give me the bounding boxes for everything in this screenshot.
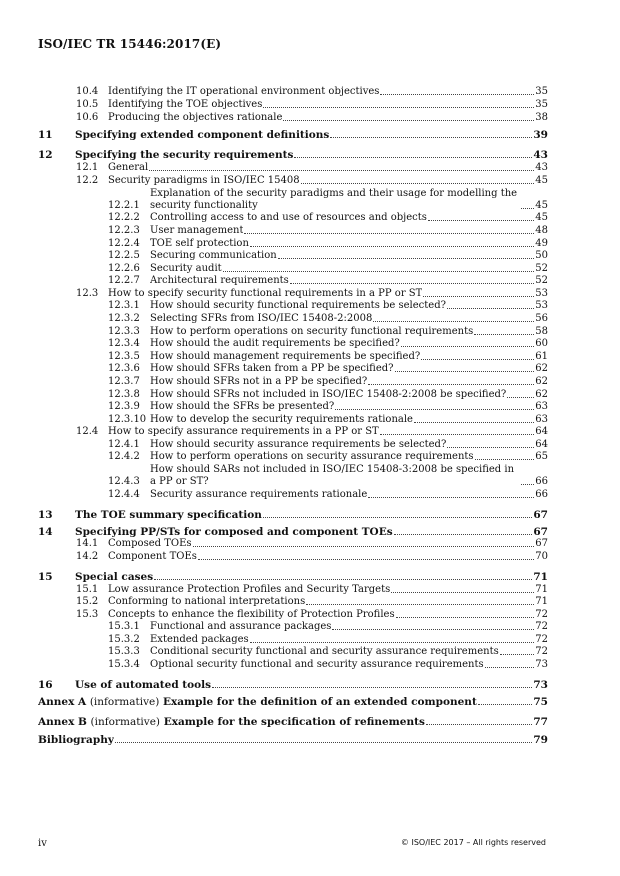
toc-entry-title: Security paradigms in ISO/IEC 15408: [108, 175, 300, 186]
toc-entry-number: 15.3.4: [108, 659, 140, 670]
toc-entry[interactable]: [108, 451, 548, 463]
toc-entry-number: 14: [38, 526, 53, 538]
toc-entry-title: How should SFRs not included in ISO/IEC 15408-2:2008 be specified?: [150, 389, 507, 400]
toc-entry-title: Composed TOEs: [108, 538, 192, 549]
toc-entry-number: 12.3.6: [108, 363, 140, 374]
dot-leader: [396, 616, 535, 618]
toc-entry-title: Concepts to enhance the flexibility of Protection Profiles: [108, 609, 395, 620]
dot-leader: [115, 741, 532, 743]
toc-entry-number: 12.2: [76, 175, 99, 186]
dot-leader: [330, 136, 532, 138]
toc-entry-number: 13: [38, 509, 53, 521]
dot-leader: [301, 182, 535, 184]
toc-entry-number: 12.3.10: [108, 414, 147, 425]
toc-entry-title: Controlling access to and use of resources and objects: [150, 212, 427, 223]
toc-entry-page: 67: [535, 538, 548, 549]
toc-entry-page: 43: [533, 149, 548, 161]
dot-leader: [373, 320, 534, 322]
toc-entry-number: 12.4.1: [108, 439, 140, 450]
dot-leader: [521, 207, 534, 209]
toc-entry-number: 10.6: [76, 112, 99, 123]
annex-informative-note: (informative): [90, 716, 161, 728]
toc-entry-number: 12.1: [76, 162, 99, 173]
dot-leader: [507, 396, 534, 398]
toc-entry-page: 67: [533, 509, 548, 521]
toc-entry[interactable]: [108, 313, 548, 325]
dot-leader: [380, 93, 534, 95]
toc-entry-page: 73: [533, 679, 548, 691]
dot-leader: [426, 723, 533, 725]
toc-entry[interactable]: [108, 389, 548, 401]
toc-entry-title: How should security functional requirements be selected?: [150, 300, 446, 311]
toc-entry[interactable]: [76, 99, 548, 111]
toc-entry-title: Securing communication: [150, 250, 277, 261]
dot-leader: [394, 533, 533, 535]
dot-leader: [447, 446, 534, 448]
toc-entry[interactable]: [108, 659, 548, 671]
toc-entry-page: 67: [533, 526, 548, 538]
toc-entry-title: How to perform operations on security functional requirements: [150, 326, 474, 337]
toc-entry-title: Security assurance requirements rationale: [150, 489, 368, 500]
dot-leader: [212, 686, 532, 688]
toc-entry-page: 52: [535, 263, 548, 274]
toc-entry-title: General: [108, 162, 149, 173]
toc-entry-title: The TOE summary specification: [75, 509, 262, 521]
dot-leader: [478, 703, 533, 705]
toc-entry-title: How should the audit requirements be specified?: [150, 338, 400, 349]
toc-entry[interactable]: [76, 288, 548, 300]
toc-entry[interactable]: [108, 489, 548, 501]
toc-entry-page: 72: [535, 634, 548, 645]
toc-entry-page: 45: [535, 212, 548, 223]
dot-leader: [294, 156, 532, 158]
toc-entry-number: 11: [38, 129, 53, 141]
toc-entry-title: How should SFRs not in a PP be specified?: [150, 376, 368, 387]
dot-leader: [278, 257, 535, 259]
toc-entry[interactable]: [76, 551, 548, 563]
toc-entry-number: 12.4: [76, 426, 99, 437]
toc-entry-number: 12.2.7: [108, 275, 140, 286]
toc-entry-title: Conditional security functional and security assurance requirements: [150, 646, 499, 657]
toc-entry-page: 53: [535, 288, 548, 299]
toc-entry-title: How should the SFRs be presented?: [150, 401, 335, 412]
toc-entry-number: 12.2.5: [108, 250, 140, 261]
toc-entry-page: 75: [533, 696, 548, 708]
toc-entry-title: Explanation of the security paradigms and their usage for modelling the security functionality: [150, 188, 518, 211]
toc-entry-title: Identifying the TOE objectives: [108, 99, 263, 110]
toc-entry-number: 15: [38, 571, 53, 583]
toc-entry-number: 12.3.5: [108, 351, 140, 362]
toc-entry-number: 12.3.7: [108, 376, 140, 387]
toc-entry-title: Bibliography: [38, 734, 114, 746]
toc-entry[interactable]: [108, 188, 548, 212]
toc-entry[interactable]: [108, 646, 548, 658]
toc-entry-number: 12.2.6: [108, 263, 140, 274]
dot-leader: [474, 333, 534, 335]
dot-leader: [391, 591, 534, 593]
toc-entry[interactable]: [108, 263, 548, 275]
toc-entry-page: 71: [535, 596, 548, 607]
toc-entry-page: 48: [535, 225, 548, 236]
toc-entry-title: How should SFRs taken from a PP be specified?: [150, 363, 394, 374]
toc-entry-page: 45: [535, 175, 548, 186]
toc-entry-number: 16: [38, 679, 53, 691]
toc-entry[interactable]: [108, 401, 548, 413]
toc-entry-page: 39: [533, 129, 548, 141]
toc-entry-page: 58: [535, 326, 548, 337]
toc-entry-number: 10.5: [76, 99, 99, 110]
toc-entry-title: How to specify assurance requirements in a PP or ST: [108, 426, 379, 437]
toc-entry[interactable]: [76, 596, 548, 608]
document-header: ISO/IEC TR 15446:2017(E): [38, 37, 222, 51]
dot-leader: [263, 516, 532, 518]
toc-entry-number: 12.4.2: [108, 451, 140, 462]
toc-entry-number: 14.1: [76, 538, 99, 549]
toc-entry[interactable]: [108, 326, 548, 338]
toc-entry-title: How to develop the security requirements rationale: [150, 414, 413, 425]
toc-entry[interactable]: [38, 571, 548, 583]
toc-entry[interactable]: [38, 149, 548, 161]
toc-entry-number: 15.3.3: [108, 646, 140, 657]
toc-entry-title: Optional security functional and security assurance requirements: [150, 659, 484, 670]
toc-entry-title: Conforming to national interpretations: [108, 596, 306, 607]
toc-entry-number: 12.4.4: [108, 489, 140, 500]
toc-entry-page: 62: [535, 389, 548, 400]
dot-leader: [475, 458, 535, 460]
dot-leader: [244, 232, 534, 234]
toc-entry-title: Component TOEs: [108, 551, 197, 562]
toc-entry-title: Security audit: [150, 263, 222, 274]
toc-entry-number: 12.2.3: [108, 225, 140, 236]
toc-entry-page: 72: [535, 646, 548, 657]
dot-leader: [380, 433, 535, 435]
toc-entry-number: 15.3.2: [108, 634, 140, 645]
toc-entry[interactable]: [76, 175, 548, 187]
dot-leader: [485, 666, 535, 668]
toc-entry[interactable]: [108, 338, 548, 350]
toc-entry[interactable]: [38, 716, 548, 728]
toc-entry-page: 56: [535, 313, 548, 324]
toc-entry[interactable]: [108, 634, 548, 646]
toc-entry-number: 12.3: [76, 288, 99, 299]
toc-entry-title: How to specify security functional requirements in a PP or ST: [108, 288, 423, 299]
toc-entry-title: Identifying the IT operational environment objectives: [108, 86, 380, 97]
toc-entry-page: 43: [535, 162, 548, 173]
toc-entry-page: 73: [535, 659, 548, 670]
toc-entry-page: 50: [535, 250, 548, 261]
dot-leader: [332, 628, 534, 630]
dot-leader: [401, 345, 535, 347]
dot-leader: [149, 169, 534, 171]
toc-entry-title: Specifying PP/STs for composed and component TOEs: [75, 526, 393, 538]
dot-leader: [368, 383, 534, 385]
toc-entry[interactable]: [108, 351, 548, 363]
toc-entry-number: 12.3.2: [108, 313, 140, 324]
toc-entry-title: Extended packages: [150, 634, 249, 645]
toc-entry-title: Specifying extended component definitions: [75, 129, 330, 141]
toc-entry-title: User management: [150, 225, 244, 236]
dot-leader: [193, 545, 535, 547]
toc-entry-title: TOE self protection: [150, 238, 249, 249]
toc-entry[interactable]: [108, 414, 548, 426]
toc-entry-page: 70: [535, 551, 548, 562]
toc-entry-number: 12.4.3: [108, 476, 140, 487]
dot-leader: [447, 307, 534, 309]
dot-leader: [250, 245, 534, 247]
toc-entry-title: Special cases: [75, 571, 154, 583]
toc-entry[interactable]: [108, 212, 548, 224]
toc-entry[interactable]: [108, 238, 548, 250]
toc-entry[interactable]: [108, 300, 548, 312]
dot-leader: [290, 282, 534, 284]
toc-entry-number: 12.3.4: [108, 338, 140, 349]
toc-entry-page: 64: [535, 439, 548, 450]
toc-entry-number: 12.2.4: [108, 238, 140, 249]
toc-entry-page: 63: [535, 401, 548, 412]
dot-leader: [423, 295, 534, 297]
dot-leader: [223, 270, 535, 272]
toc-entry-title: Example for the definition of an extended component: [162, 696, 477, 708]
toc-entry-title: Low assurance Protection Profiles and Security Targets: [108, 584, 391, 595]
toc-entry[interactable]: [108, 464, 548, 488]
toc-entry[interactable]: [108, 439, 548, 451]
dot-leader: [263, 106, 534, 108]
toc-entry-page: 63: [535, 414, 548, 425]
toc-entry[interactable]: [108, 225, 548, 237]
dot-leader: [198, 558, 534, 560]
toc-entry-number: 10.4: [76, 86, 99, 97]
toc-entry[interactable]: [76, 162, 548, 174]
toc-entry-page: 52: [535, 275, 548, 286]
toc-entry-number: 12.2.1: [108, 200, 140, 211]
toc-entry-title: Use of automated tools: [75, 679, 212, 691]
dot-leader: [335, 408, 534, 410]
toc-entry-title: How should SARs not included in ISO/IEC 15408-3:2008 be specified in a PP or ST?: [150, 464, 515, 487]
dot-leader: [154, 578, 532, 580]
toc-entry-number: 12.3.3: [108, 326, 140, 337]
toc-entry[interactable]: [38, 696, 548, 708]
toc-entry-title: Specifying the security requirements: [75, 149, 294, 161]
dot-leader: [283, 119, 534, 121]
toc-entry-page: 71: [535, 584, 548, 595]
toc-entry-number: 12.3.9: [108, 401, 140, 412]
toc-entry-page: 62: [535, 363, 548, 374]
toc-entry-page: 45: [535, 200, 548, 211]
toc-entry-title: How to perform operations on security assurance requirements: [150, 451, 474, 462]
toc-entry-number: 15.1: [76, 584, 99, 595]
toc-entry-number: 14.2: [76, 551, 99, 562]
toc-entry-title: How should management requirements be specified?: [150, 351, 421, 362]
toc-entry[interactable]: [76, 112, 548, 124]
toc-entry-page: 53: [535, 300, 548, 311]
annex-label: Annex B: [38, 716, 87, 728]
toc-entry-page: 72: [535, 609, 548, 620]
dot-leader: [428, 219, 534, 221]
toc-entry[interactable]: [38, 509, 548, 521]
toc-entry-page: 66: [535, 489, 548, 500]
toc-entry[interactable]: [108, 363, 548, 375]
toc-entry[interactable]: [108, 376, 548, 388]
toc-entry[interactable]: [108, 275, 548, 287]
toc-entry[interactable]: [76, 584, 548, 596]
toc-entry[interactable]: [38, 129, 548, 141]
toc-entry[interactable]: [76, 426, 548, 438]
toc-entry-page: 66: [535, 476, 548, 487]
toc-entry-title: Functional and assurance packages: [150, 621, 332, 632]
toc-entry[interactable]: [76, 538, 548, 550]
toc-entry-number: 15.3: [76, 609, 99, 620]
toc-entry-page: 77: [533, 716, 548, 728]
toc-entry-title: Architectural requirements: [150, 275, 289, 286]
toc-entry-page: 79: [533, 734, 548, 746]
dot-leader: [306, 603, 534, 605]
dot-leader: [250, 641, 535, 643]
toc-entry-page: 35: [535, 86, 548, 97]
toc-entry-page: 61: [535, 351, 548, 362]
annex-label: Annex A: [38, 696, 87, 708]
toc-entry-number: 15.3.1: [108, 621, 140, 632]
toc-entry-number: 12: [38, 149, 53, 161]
toc-entry[interactable]: [76, 609, 548, 621]
dot-leader: [421, 358, 534, 360]
dot-leader: [521, 483, 534, 485]
toc-entry[interactable]: [108, 621, 548, 633]
toc-entry-number: 12.3.1: [108, 300, 140, 311]
page-number: iv: [38, 838, 47, 849]
toc-entry-number: 12.2.2: [108, 212, 140, 223]
toc-entry[interactable]: [108, 250, 548, 262]
toc-entry[interactable]: [76, 86, 548, 98]
toc-entry-page: 38: [535, 112, 548, 123]
toc-entry[interactable]: [38, 734, 548, 746]
dot-leader: [368, 496, 534, 498]
toc-entry-page: 71: [533, 571, 548, 583]
copyright-notice: © ISO/IEC 2017 – All rights reserved: [400, 838, 546, 847]
toc-entry-page: 60: [535, 338, 548, 349]
toc-entry-title: Example for the specification of refinements: [163, 716, 425, 728]
toc-entry-page: 65: [535, 451, 548, 462]
toc-entry-page: 35: [535, 99, 548, 110]
toc-entry[interactable]: [38, 526, 548, 538]
annex-informative-note: (informative): [89, 696, 160, 708]
toc-entry-number: 12.3.8: [108, 389, 140, 400]
toc-entry[interactable]: [38, 679, 548, 691]
dot-leader: [500, 653, 535, 655]
toc-entry-number: 15.2: [76, 596, 99, 607]
dot-leader: [395, 370, 535, 372]
toc-entry-title: How should security assurance requirements be selected?: [150, 439, 447, 450]
toc-entry-page: 64: [535, 426, 548, 437]
toc-entry-title: Producing the objectives rationale: [108, 112, 283, 123]
toc-entry-title: Selecting SFRs from ISO/IEC 15408-2:2008: [150, 313, 373, 324]
toc-entry-page: 49: [535, 238, 548, 249]
dot-leader: [414, 421, 534, 423]
toc-entry-page: 62: [535, 376, 548, 387]
toc-entry-page: 72: [535, 621, 548, 632]
